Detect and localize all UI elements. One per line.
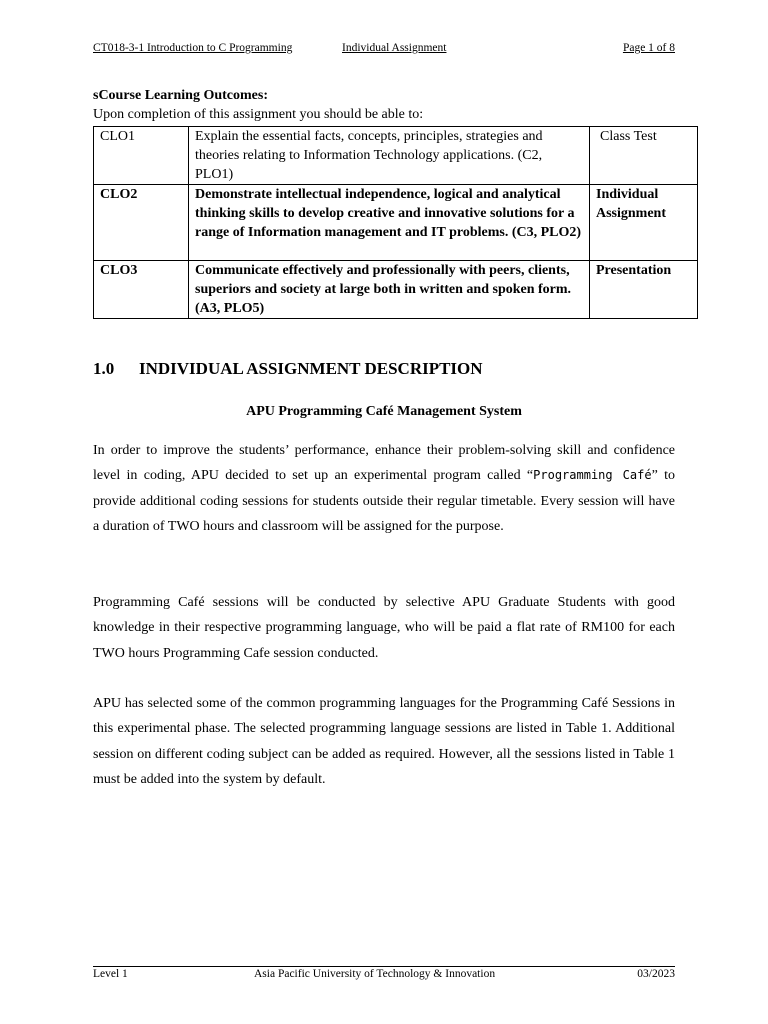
clo-assessment: Individual Assignment <box>590 185 698 261</box>
footer-date: 03/2023 <box>637 968 675 980</box>
page-footer <box>93 966 675 980</box>
program-name: Programming Café <box>533 468 652 483</box>
footer-university: Asia Pacific University of Technology & Innovation <box>254 968 496 980</box>
system-title: APU Programming Café Management System <box>246 404 522 419</box>
paragraph-intro <box>93 438 675 539</box>
clo-code: CLO2 <box>94 185 189 261</box>
clo-assessment: Presentation <box>590 261 698 319</box>
clo-description: Communicate effectively and professionally with peers, clients, superiors and society at large both in written and spoken form. (A3, PLO5) <box>189 261 590 319</box>
clo-intro: Upon completion of this assignment you should be able to: <box>93 107 424 122</box>
section-number: 1.0 <box>93 359 115 378</box>
header-page-number: Page 1 of 8 <box>622 42 675 54</box>
clo-code: CLO1 <box>94 127 189 185</box>
clo-title: sCourse Learning Outcomes: <box>93 88 268 103</box>
clo-description: Explain the essential facts, concepts, principles, strategies and theories relating to Information Technology applications. (C2, PLO1) <box>189 127 590 185</box>
table-row <box>94 127 698 185</box>
section-heading <box>93 359 483 379</box>
clo-assessment: Class Test <box>590 127 698 185</box>
paragraph-text: ” to provide additional coding sessions for students outside their regular timetable. Every session will have a duration of TWO hours and classroom will be assigned for the purpose. <box>93 468 676 534</box>
paragraph-text: In order to improve the students’ performance, enhance their problem-solving skill and confidence level in coding, APU decided to set up an experimental program called “ <box>93 443 675 484</box>
header-assignment: Individual Assignment <box>342 42 447 54</box>
page-header <box>93 42 675 60</box>
section-title: INDIVIDUAL ASSIGNMENT DESCRIPTION <box>139 359 483 378</box>
clo-table <box>93 126 698 319</box>
clo-description: Demonstrate intellectual independence, logical and analytical thinking skills to develop creative and innovative solutions for a range of Information management and IT problems. (C3, PLO2) <box>189 185 590 261</box>
footer-level: Level 1 <box>93 968 128 980</box>
table-row <box>94 185 698 261</box>
paragraph-sessions: Programming Café sessions will be conducted by selective APU Graduate Students with good knowledge in their respective programming language, who will be paid a flat rate of RM100 for each TWO hours Programming Cafe session conducted. <box>93 595 675 661</box>
table-row <box>94 261 698 319</box>
clo-code: CLO3 <box>94 261 189 319</box>
paragraph-languages: APU has selected some of the common programming languages for the Programming Café Sessions in this experimental phase. The selected programming language sessions are listed in Table 1. Additional session on different coding subject can be added as required. However, all the sessions listed in Table 1 must be added into the system by default. <box>93 696 675 787</box>
header-course: CT018-3-1 Introduction to C Programming <box>93 42 293 54</box>
